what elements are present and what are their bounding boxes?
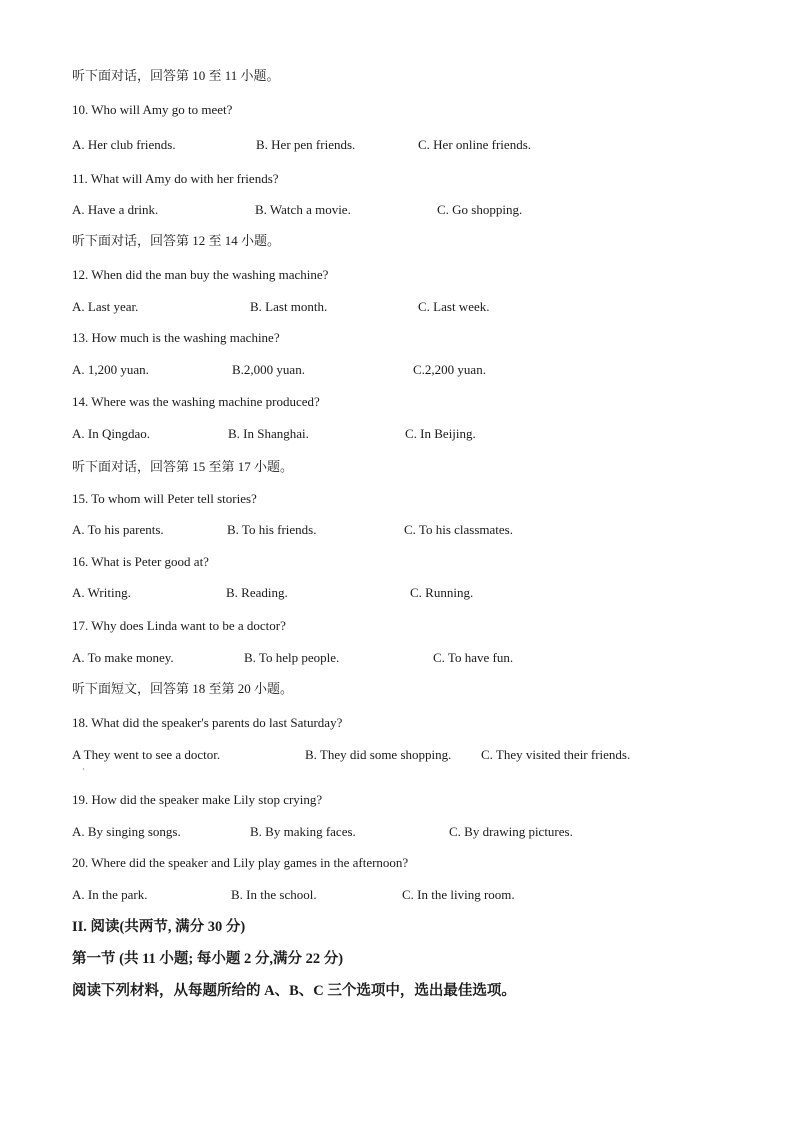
option-c: C.2,200 yuan. bbox=[413, 362, 486, 377]
stray-mark: · bbox=[82, 765, 85, 774]
option-c: C. Running. bbox=[410, 585, 474, 600]
option-c: C. Her online friends. bbox=[418, 137, 532, 152]
part-heading: II. 阅读(共两节, 满分 30 分) bbox=[72, 919, 246, 935]
section-instruction: 听下面对话，回答第 15 至第 17 小题。 bbox=[72, 459, 294, 474]
question-text: 14. Where was the washing machine produced? bbox=[72, 394, 320, 409]
option-b: B. To help people. bbox=[244, 650, 340, 665]
option-b: B. They did some shopping. bbox=[305, 747, 452, 762]
question-text: 18. What did the speaker's parents do last Saturday? bbox=[72, 715, 343, 730]
option-b: B.2,000 yuan. bbox=[232, 362, 305, 377]
question-text: 20. Where did the speaker and Lily play games in the afternoon? bbox=[72, 855, 409, 870]
option-b: B. In the school. bbox=[231, 887, 317, 902]
section-instruction: 听下面对话，回答第 10 至 11 小题。 bbox=[72, 68, 280, 83]
option-a: A. Have a drink. bbox=[72, 202, 159, 217]
option-c: C. By drawing pictures. bbox=[449, 824, 573, 839]
option-b: B. To his friends. bbox=[227, 522, 317, 537]
question-text: 13. How much is the washing machine? bbox=[72, 330, 280, 345]
section-instruction: 听下面短文，回答第 18 至第 20 小题。 bbox=[72, 681, 294, 696]
option-c: C. In Beijing. bbox=[405, 426, 476, 441]
option-a: A They went to see a doctor. bbox=[72, 747, 221, 762]
option-b: B. Watch a movie. bbox=[255, 202, 351, 217]
option-b: B. Her pen friends. bbox=[256, 137, 356, 152]
part-instruction: 阅读下列材料，从每题所给的 A、B、C 三个选项中，选出最佳选项。 bbox=[72, 983, 516, 999]
question-text: 15. To whom will Peter tell stories? bbox=[72, 491, 257, 506]
option-c: C. Go shopping. bbox=[437, 202, 523, 217]
option-a: A. To make money. bbox=[72, 650, 174, 665]
section-instruction: 听下面对话，回答第 12 至 14 小题。 bbox=[72, 233, 281, 248]
option-c: C. In the living room. bbox=[402, 887, 515, 902]
question-text: 12. When did the man buy the washing machine? bbox=[72, 267, 329, 282]
option-b: B. In Shanghai. bbox=[228, 426, 309, 441]
option-c: C. They visited their friends. bbox=[481, 747, 631, 762]
option-a: A. By singing songs. bbox=[72, 824, 181, 839]
option-a: A. Last year. bbox=[72, 299, 139, 314]
option-a: A. Her club friends. bbox=[72, 137, 176, 152]
part-subheading: 第一节 (共 11 小题; 每小题 2 分,满分 22 分) bbox=[72, 951, 344, 967]
question-text: 19. How did the speaker make Lily stop crying? bbox=[72, 792, 323, 807]
option-a: A. Writing. bbox=[72, 585, 131, 600]
question-text: 11. What will Amy do with her friends? bbox=[72, 171, 279, 186]
option-c: C. To his classmates. bbox=[404, 522, 513, 537]
option-b: B. Reading. bbox=[226, 585, 288, 600]
question-text: 10. Who will Amy go to meet? bbox=[72, 102, 233, 117]
option-c: C. Last week. bbox=[418, 299, 490, 314]
option-b: B. By making faces. bbox=[250, 824, 356, 839]
option-a: A. 1,200 yuan. bbox=[72, 362, 149, 377]
option-a: A. To his parents. bbox=[72, 522, 164, 537]
question-text: 16. What is Peter good at? bbox=[72, 554, 209, 569]
option-a: A. In the park. bbox=[72, 887, 148, 902]
option-a: A. In Qingdao. bbox=[72, 426, 150, 441]
option-c: C. To have fun. bbox=[433, 650, 514, 665]
option-b: B. Last month. bbox=[250, 299, 328, 314]
question-text: 17. Why does Linda want to be a doctor? bbox=[72, 618, 286, 633]
